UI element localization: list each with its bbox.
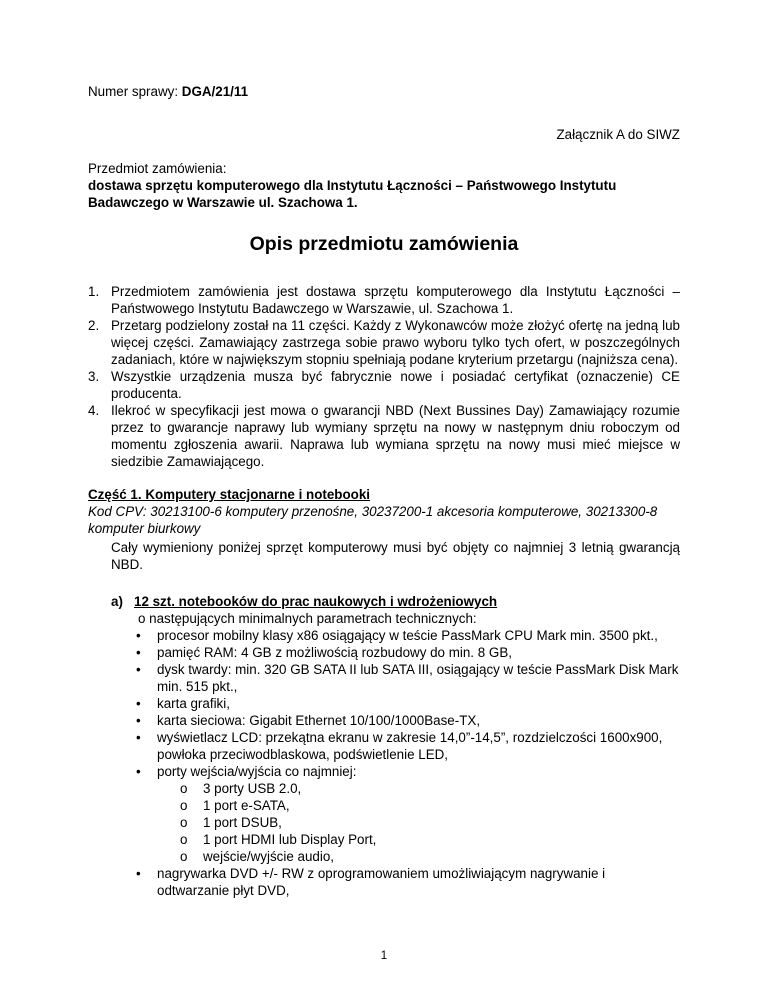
case-number-line [88, 83, 248, 100]
section-a-label: a) [111, 594, 123, 609]
case-number-value: DGA/21/11 [181, 84, 249, 99]
list-item [88, 283, 680, 317]
ports-list [157, 780, 680, 865]
port-text: 3 porty USB 2.0, [203, 781, 302, 796]
bullet-icon: • [136, 713, 141, 728]
circle-bullet-icon: o [180, 832, 188, 847]
list-item [88, 402, 680, 470]
section-a-heading: 12 szt. notebooków do prac naukowych i wdrożeniowych [134, 594, 498, 609]
subject-block [88, 160, 680, 211]
spec-text: karta grafiki, [157, 696, 230, 711]
circle-bullet-icon: o [180, 781, 188, 796]
spec-item [134, 865, 680, 899]
circle-bullet-icon: o [180, 798, 188, 813]
spec-text: porty wejścia/wyjścia co najmniej: [157, 764, 357, 779]
subject-text: dostawa sprzętu komputerowego dla Instytutu Łączności – Państwowego Instytutu Badawczego w Warszawie ul. Szachowa 1. [88, 178, 617, 210]
bullet-icon: • [136, 662, 141, 677]
spec-item [134, 763, 680, 865]
spec-text: karta sieciowa: Gigabit Ethernet 10/100/1000Base-TX, [157, 713, 481, 728]
port-item [180, 831, 680, 848]
circle-bullet-icon: o [180, 815, 188, 830]
bullet-icon: • [136, 628, 141, 643]
bullet-icon: • [136, 764, 141, 779]
list-item-text: Przedmiotem zamówienia jest dostawa sprzętu komputerowego dla Instytutu Łączności – Państwowego Instytutu Badawczego w Warszawie, ul. Szachowa 1. [111, 284, 680, 316]
list-item-text: Ilekroć w specyfikacji jest mowa o gwarancji NBD (Next Bussines Day) Zamawiający rozumie przez to gwarancje naprawy lub wymiany sprzętu na nowy w następnym dniu roboczym od momentu zgłoszenia awarii. Naprawa lub wymiana sprzętu na nowy musi mieć miejsce w siedzibie Zamawiającego. [111, 403, 680, 469]
spec-item [134, 695, 680, 712]
section-a-heading-row [111, 593, 680, 610]
numbered-list [88, 283, 680, 470]
spec-list [111, 627, 680, 899]
port-item [180, 797, 680, 814]
page-title: Opis przedmiotu zamówienia [249, 233, 519, 255]
spec-text: wyświetlacz LCD: przekątna ekranu w zakresie 14,0”-14,5”, rozdzielczości 1600x900, powłoka przeciwodblaskowa, podświetlenie LED, [157, 730, 663, 762]
spec-item [134, 644, 680, 661]
list-item-number: 4. [88, 403, 100, 418]
bullet-icon: • [136, 730, 141, 745]
section-a [111, 593, 680, 899]
port-item [180, 814, 680, 831]
port-item [180, 780, 680, 797]
spec-item [134, 712, 680, 729]
bullet-icon: • [136, 645, 141, 660]
spec-text: nagrywarka DVD +/- RW z oprogramowaniem umożliwiającym nagrywanie i odtwarzanie płyt DVD, [157, 866, 606, 898]
part-1-cpv: Kod CPV: 30213100-6 komputery przenośne, 30237200-1 akcesoria komputerowe, 30213300-8 komputer biurkowy [88, 504, 658, 536]
spec-item [134, 729, 680, 763]
spec-item [134, 661, 680, 695]
page-number: 1 [380, 950, 388, 962]
spec-text: procesor mobilny klasy x86 osiągający w teście PassMark CPU Mark min. 3500 pkt., [157, 628, 658, 643]
port-text: 1 port e-SATA, [203, 798, 290, 813]
warranty-note: Cały wymieniony poniżej sprzęt komputerowy musi być objęty co najmniej 3 letnią gwarancją NBD. [111, 540, 680, 572]
port-text: 1 port HDMI lub Display Port, [203, 832, 377, 847]
case-number-label: Numer sprawy: [88, 84, 179, 99]
list-item-number: 3. [88, 369, 100, 384]
spec-text: dysk twardy: min. 320 GB SATA II lub SATA III, osiągający w teście PassMark Disk Mark min. 515 pkt., [157, 662, 679, 694]
spec-item [134, 627, 680, 644]
subject-label: Przedmiot zamówienia: [88, 161, 227, 176]
annex-label: Załącznik A do SIWZ [556, 127, 680, 142]
list-item-number: 2. [88, 318, 100, 333]
port-text: wejście/wyjście audio, [203, 849, 334, 864]
spec-text: pamięć RAM: 4 GB z możliwością rozbudowy do min. 8 GB, [157, 645, 512, 660]
bullet-icon: • [136, 866, 141, 881]
list-item [88, 368, 680, 402]
list-item-text: Wszystkie urządzenia musza być fabrycznie nowe i posiadać certyfikat (oznaczenie) CE producenta. [111, 369, 680, 401]
list-item-text: Przetarg podzielony został na 11 części. Każdy z Wykonawców może złożyć ofertę na jedną lub więcej części. Zamawiający zastrzega sobie prawo wyboru tylko tych ofert, w poszczególnych zadaniach, które w największym stopniu spełniają podane kryterium przetargu (najniższa cena). [111, 318, 680, 367]
section-a-intro: o następujących minimalnych parametrach technicznych: [138, 611, 477, 626]
circle-bullet-icon: o [180, 849, 188, 864]
port-item [180, 848, 680, 865]
part-1-block [88, 486, 680, 537]
list-item [88, 317, 680, 368]
bullet-icon: • [136, 696, 141, 711]
port-text: 1 port DSUB, [203, 815, 282, 830]
part-1-heading: Część 1. Komputery stacjonarne i notebooki [88, 487, 371, 502]
list-item-number: 1. [88, 284, 100, 299]
